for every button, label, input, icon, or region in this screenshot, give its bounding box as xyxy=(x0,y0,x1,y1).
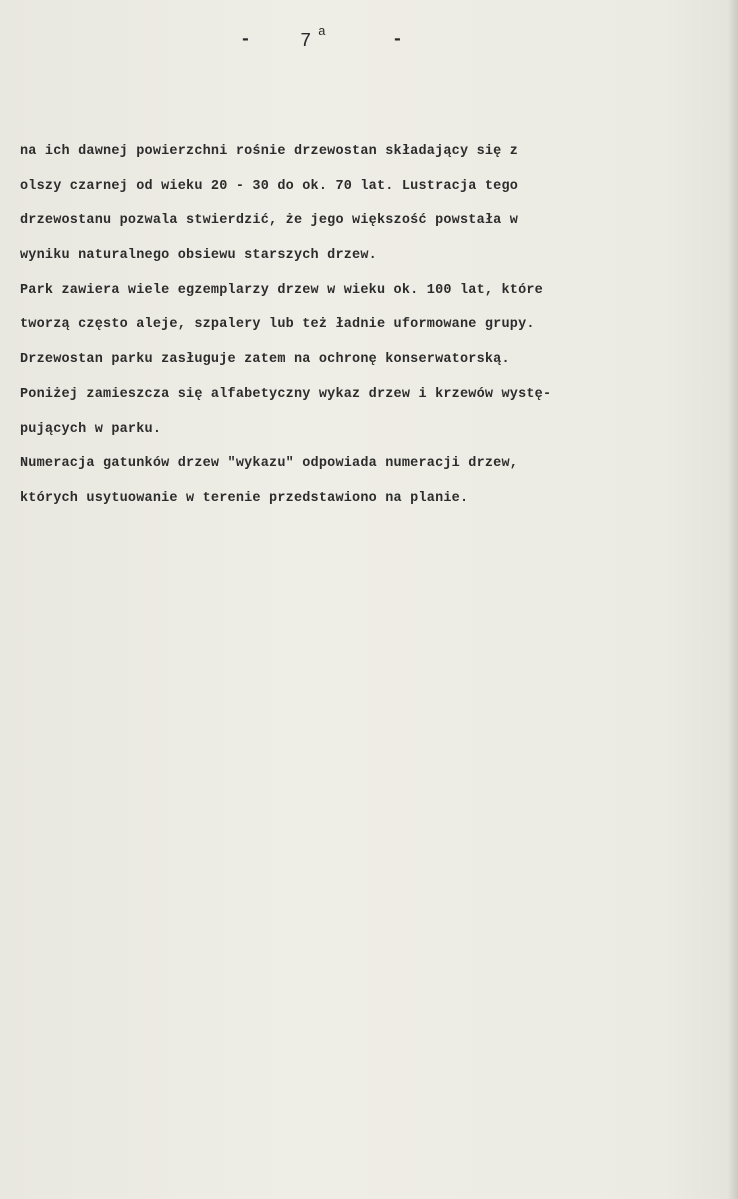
text-line: Poniżej zamieszcza się alfabetyczny wykaz drzew i krzewów wystę- xyxy=(20,386,552,402)
text-line: na ich dawnej powierzchni rośnie drzewostan składający się z xyxy=(20,144,519,159)
text-line: Numeracja gatunków drzew "wykazu" odpowiada numeracji drzew, xyxy=(20,456,519,472)
page-number: 7 xyxy=(300,30,312,52)
body-text xyxy=(20,140,720,522)
header-dash-left: - xyxy=(240,30,251,50)
header-dash-right: - xyxy=(392,30,403,50)
text-line: drzewostanu pozwala stwierdzić, że jego większość powstała w xyxy=(20,213,519,229)
text-line: Drzewostan parku zasługuje zatem na ochronę konserwatorską. xyxy=(20,352,510,368)
text-line: pujących w parku. xyxy=(20,421,162,437)
text-line: olszy czarnej od wieku 20 - 30 do ok. 70 lat. Lustracja tego xyxy=(20,178,519,194)
text-line: wyniku naturalnego obsiewu starszych drzew. xyxy=(20,248,377,264)
text-line: Park zawiera wiele egzemplarzy drzew w wieku ok. 100 lat, które xyxy=(20,282,543,298)
page-number-suffix: a xyxy=(318,24,326,39)
text-line: tworzą często aleje, szpalery lub też ładnie uformowane grupy. xyxy=(20,317,535,333)
page-edge-shadow xyxy=(728,0,738,1199)
text-line: których usytuowanie w terenie przedstawiono na planie. xyxy=(20,490,469,506)
page-header xyxy=(0,26,738,56)
